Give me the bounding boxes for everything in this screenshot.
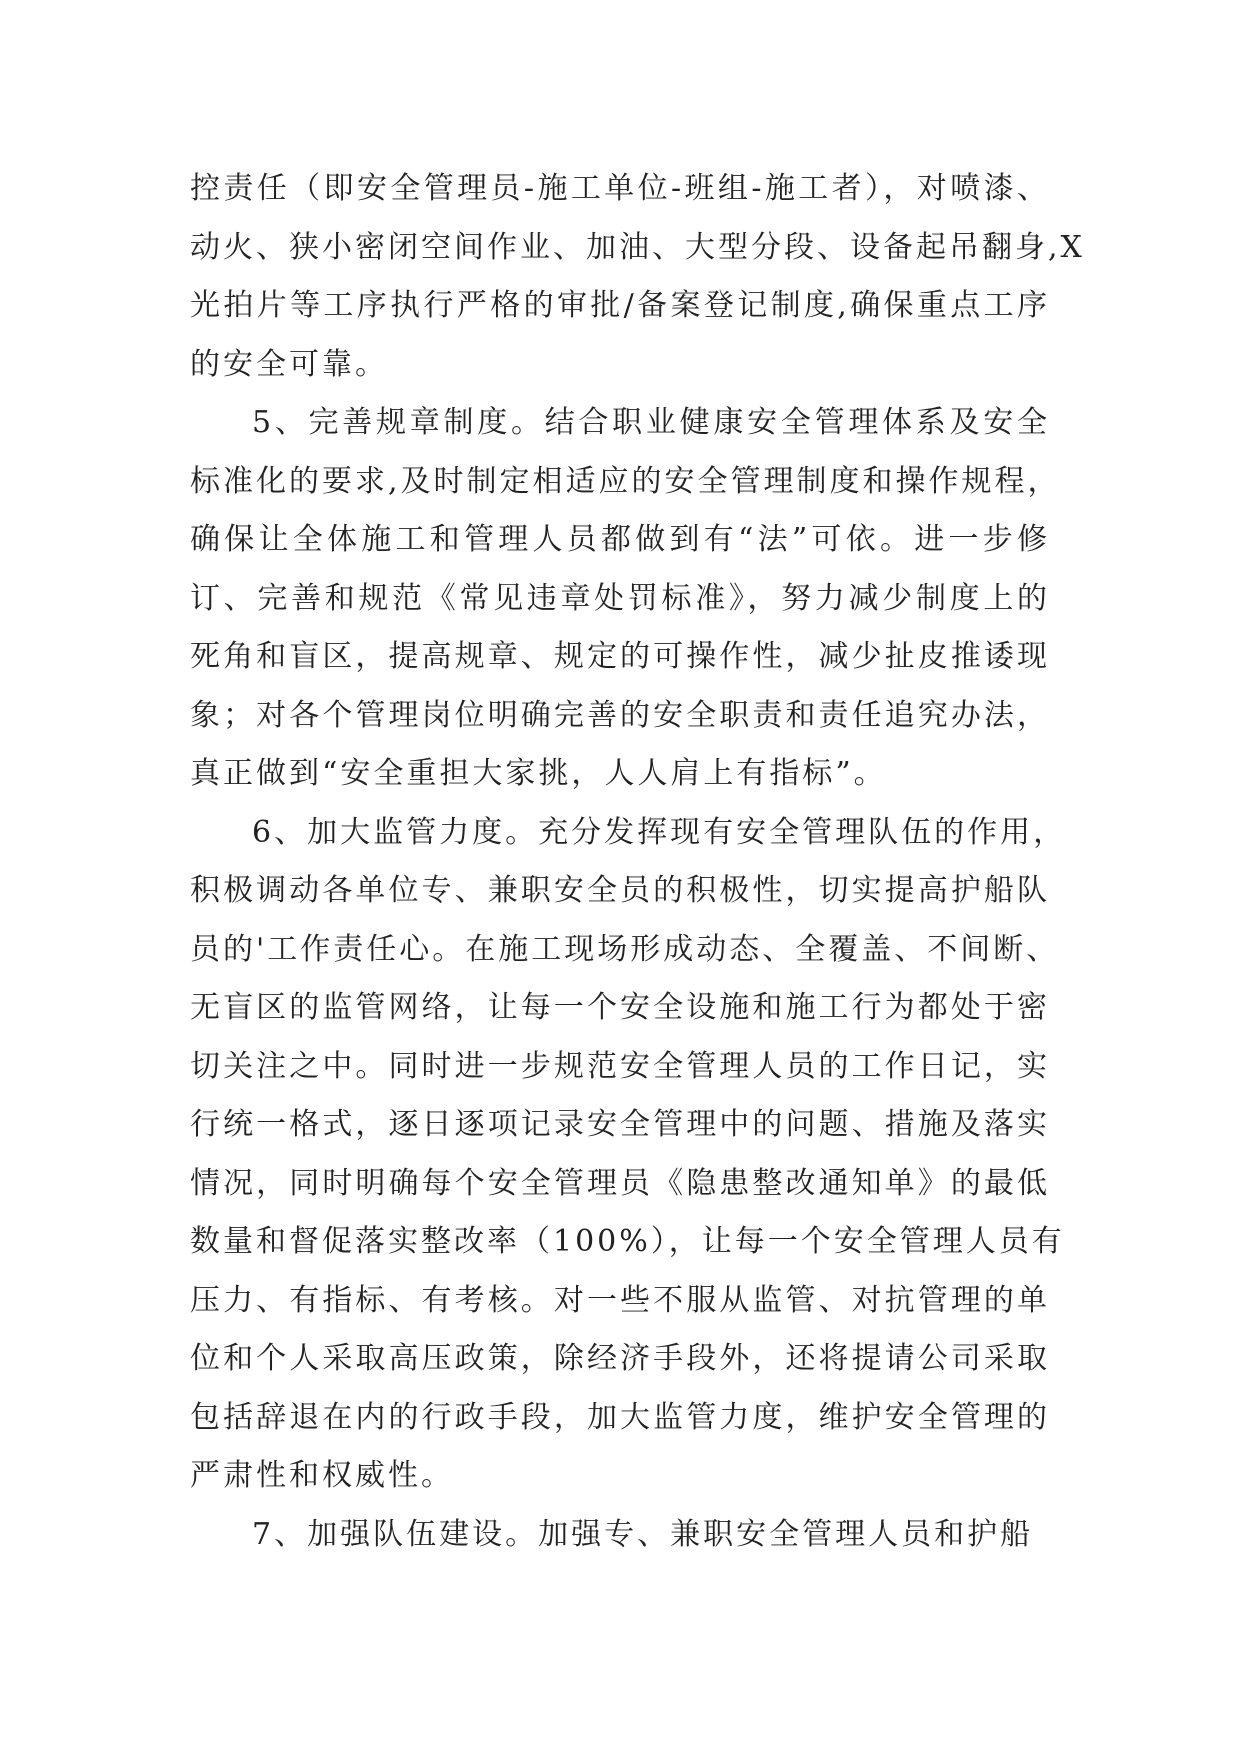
text-line: 严肃性和权威性。 bbox=[190, 1458, 454, 1493]
paragraph-6-heading-line: 6、加大监管力度。充分发挥现有安全管理队伍的作用， bbox=[252, 814, 1067, 850]
text-line: 动火、狭小密闭空间作业、加油、大型分段、设备起吊翻身,X bbox=[190, 229, 1085, 265]
text-line: 数量和督促落实整改率（100%），让每一个安全管理人员有 bbox=[190, 1224, 1065, 1259]
text-line: 无盲区的监管网络，让每一个安全设施和施工行为都处于密 bbox=[190, 990, 1050, 1025]
text-line: 订、完善和规范《常见违章处罚标准》，努力减少制度上的 bbox=[190, 580, 1050, 616]
text-line: 位和个人采取高压政策，除经济手段外，还将提请公司采取 bbox=[190, 1341, 1050, 1376]
text-line: 压力、有指标、有考核。对一些不服从监管、对抗管理的单 bbox=[190, 1282, 1050, 1318]
text-line: 光拍片等工序执行严格的审批/备案登记制度,确保重点工序 bbox=[190, 288, 1050, 323]
text-line: 确保让全体施工和管理人员都做到有“法”可依。进一步修 bbox=[190, 522, 1050, 557]
text-line: 切关注之中。同时进一步规范安全管理人员的工作日记，实 bbox=[190, 1048, 1050, 1084]
text-line: 死角和盲区，提高规章、规定的可操作性，减少扯皮推诿现 bbox=[190, 639, 1050, 674]
text-line: 包括辞退在内的行政手段，加大监管力度，维护安全管理的 bbox=[190, 1399, 1050, 1435]
text-line: 的安全可靠。 bbox=[190, 346, 388, 382]
document-body bbox=[190, 160, 1085, 1564]
text-line: 行统一格式，逐日逐项记录安全管理中的问题、措施及落实 bbox=[190, 1107, 1050, 1142]
text-line: 情况，同时明确每个安全管理员《隐患整改通知单》的最低 bbox=[190, 1165, 1050, 1201]
text-line: 控责任（即安全管理员-施工单位-班组-施工者），对喷漆、 bbox=[190, 171, 1050, 206]
text-line: 真正做到“安全重担大家挑，人人肩上有指标”。 bbox=[190, 756, 887, 791]
paragraph-5-heading-line: 5、完善规章制度。结合职业健康安全管理体系及安全 bbox=[252, 405, 1050, 440]
text-line: 积极调动各单位专、兼职安全员的积极性，切实提高护船队 bbox=[190, 873, 1050, 908]
text-line: 员的'工作责任心。在施工现场形成动态、全覆盖、不间断、 bbox=[190, 931, 1060, 967]
text-line: 象；对各个管理岗位明确完善的安全职责和责任追究办法， bbox=[190, 697, 1050, 733]
paragraph-7-heading-line: 7、加强队伍建设。加强专、兼职安全管理人员和护船 bbox=[252, 1516, 1034, 1552]
text-line: 标准化的要求,及时制定相适应的安全管理制度和操作规程， bbox=[190, 463, 1061, 499]
